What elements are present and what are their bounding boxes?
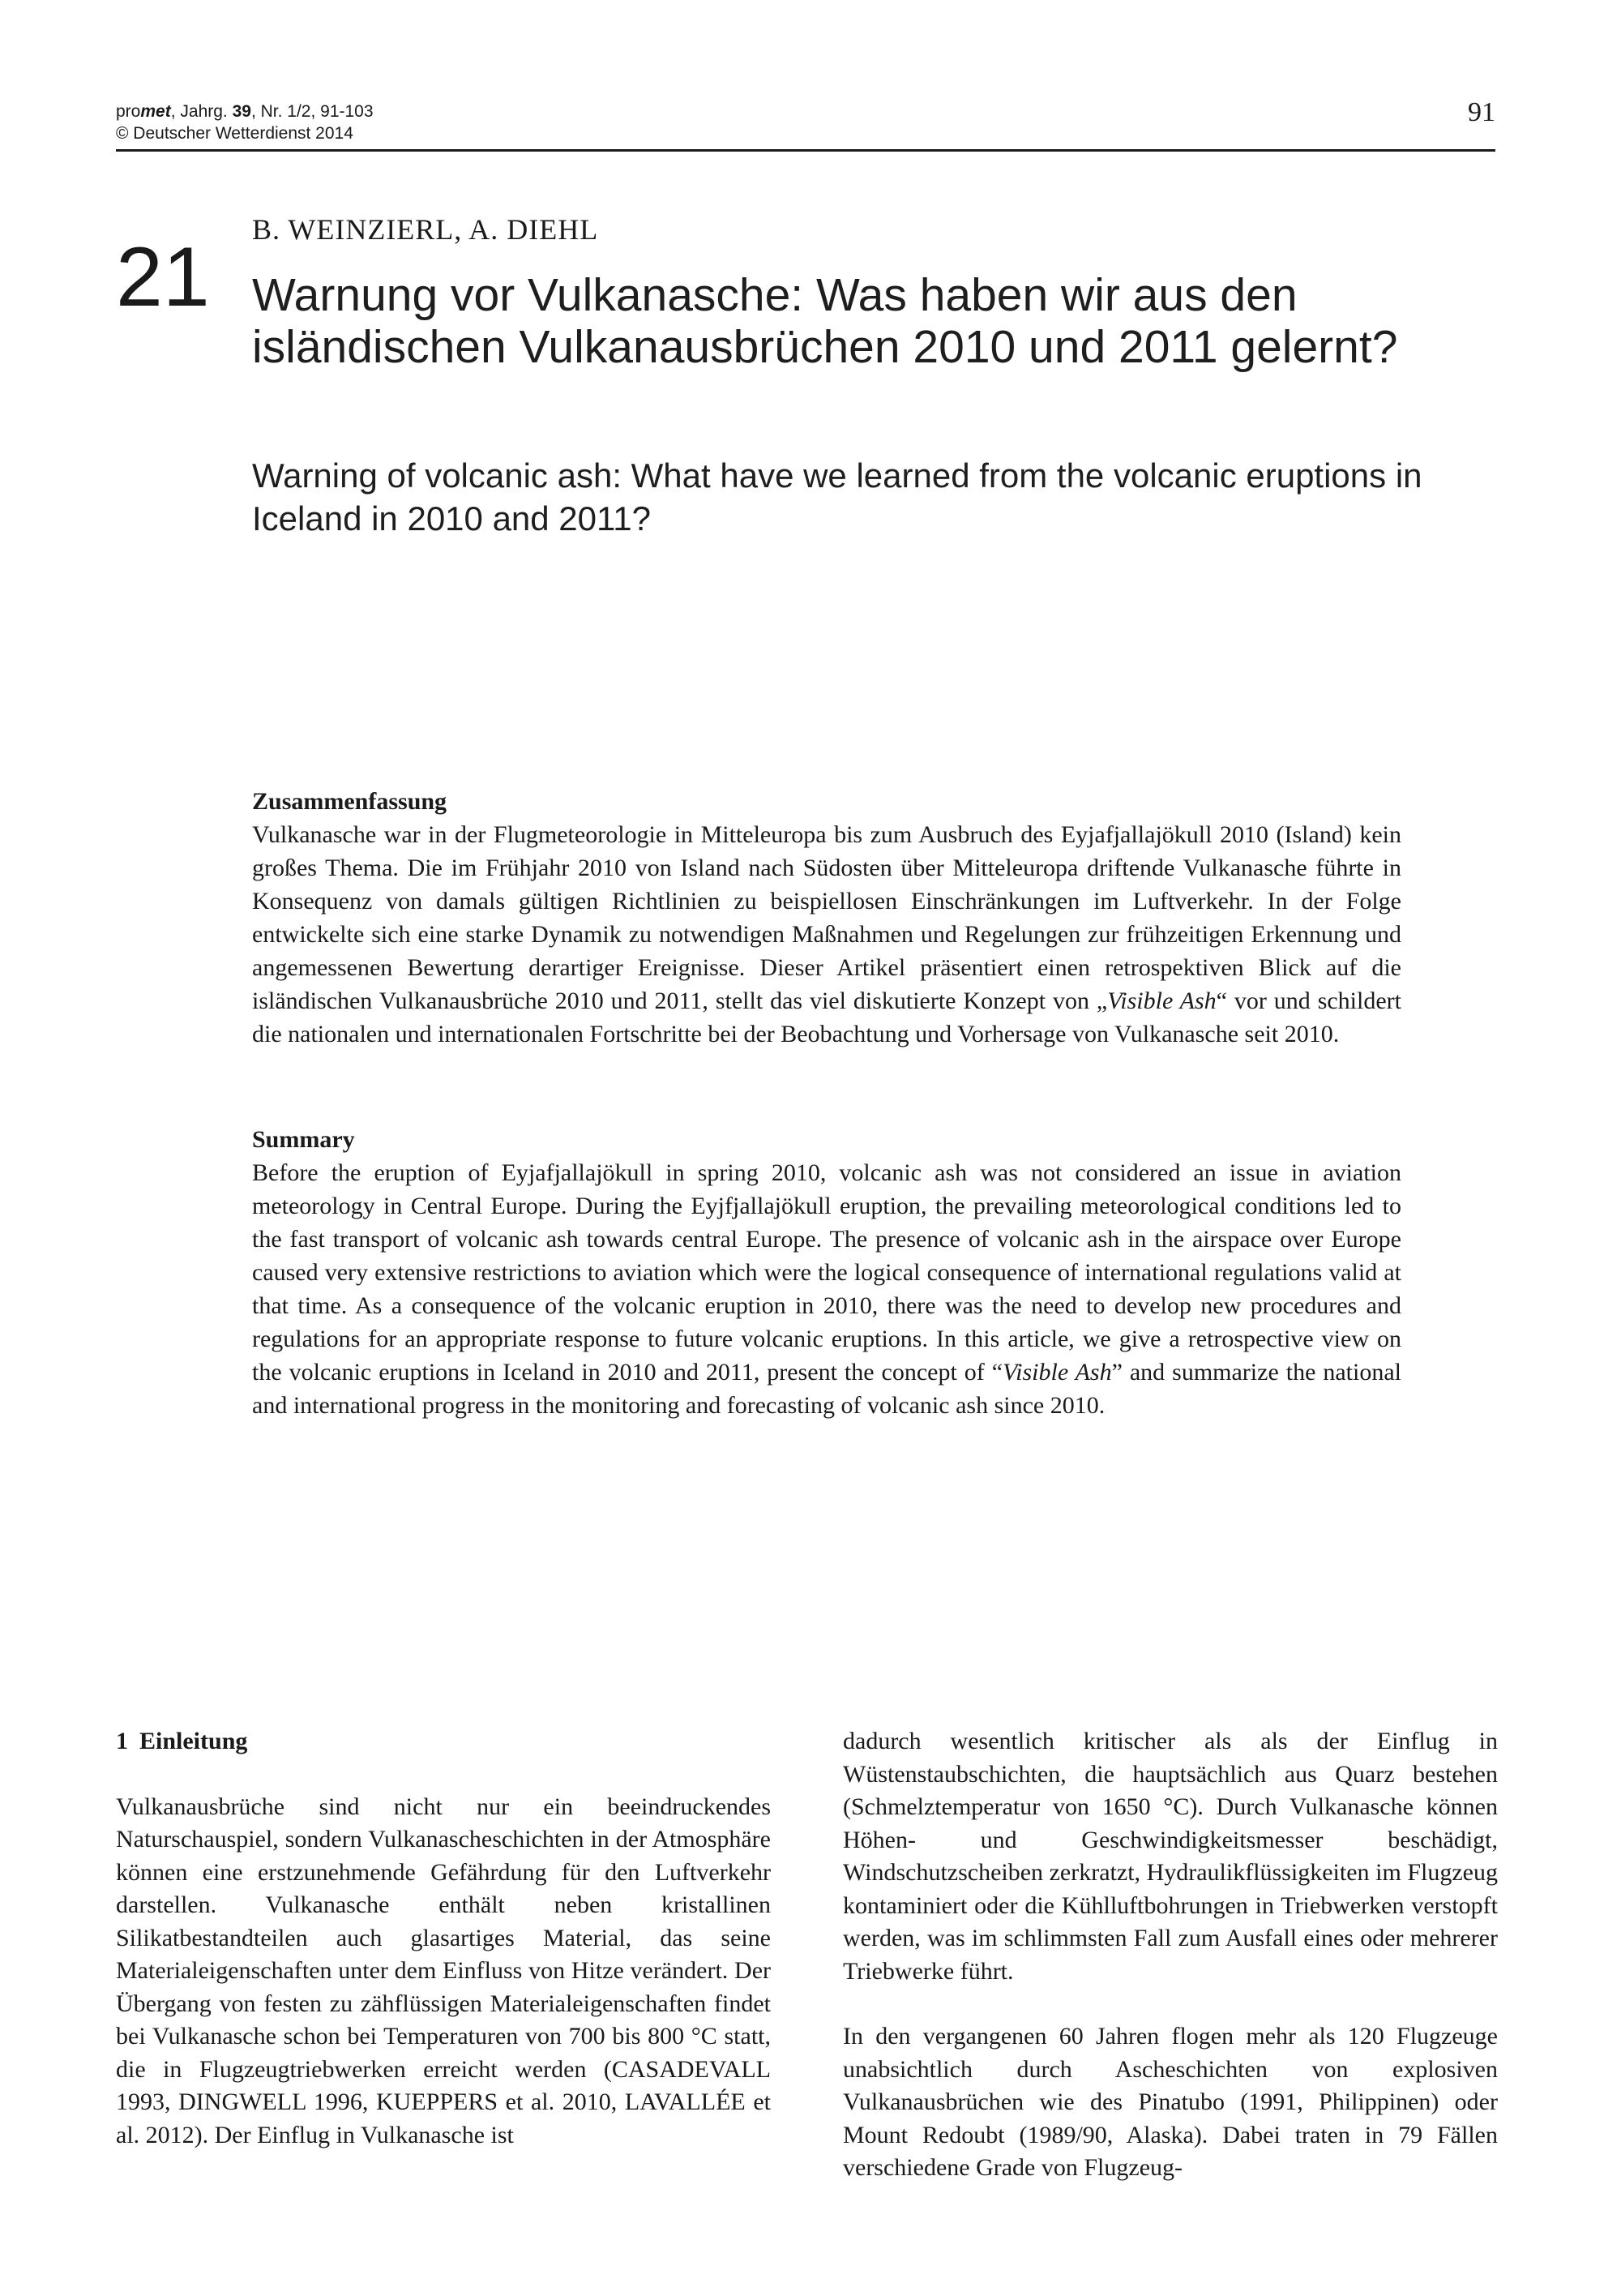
page-number: 91 [1468, 97, 1495, 127]
column-right [843, 1725, 1498, 2185]
zusammenfassung [252, 785, 1401, 1051]
column-left [116, 1725, 771, 2152]
header-rule [116, 149, 1495, 152]
journal-citation: promet, Jahrg. 39, Nr. 1/2, 91-103 [116, 102, 374, 121]
zusammenfassung-heading: Zusammenfassung [252, 788, 447, 815]
summary-text: Before the eruption of Eyjafjallajökull in spring 2010, volcanic ash was not considered an issue in aviation meteorology in Central Europe. During the Eyjfjallajökull eruption, the prevailing meteorological conditions led to the fast transport of volcanic ash towards central Europe. The presence of volcanic ash in the airspace over Europe caused very extensive restrictions to aviation which were the logical consequence of international regulations valid at that time. As a consequence of the volcanic eruption in 2010, there was the need to develop new procedures and regulations for an appropriate response to future volcanic eruptions. In this article, we give a retrospective view on the volcanic eruptions in Iceland in 2010 and 2011, present the concept of “Visible Ash” and summarize the national and international progress in the monitoring and forecasting of volcanic ash since 2010. [252, 1159, 1401, 1419]
summary [252, 1123, 1401, 1422]
running-header [116, 101, 374, 144]
title-english: Warning of volcanic ash: What have we learned from the volcanic eruptions in Iceland in 2010 and 2011? [252, 456, 1422, 538]
summary-heading: Summary [252, 1126, 355, 1153]
copyright-line: © Deutscher Wetterdienst 2014 [116, 124, 353, 143]
authors: B. WEINZIERL, A. DIEHL [252, 213, 599, 246]
article-number: 21 [116, 230, 210, 324]
body-paragraph: Vulkanausbrüche sind nicht nur ein beeindruckendes Naturschauspiel, sondern Vulkanascheschichten in der Atmosphäre können eine erstzunehmende Gefährdung für den Luftverkehr darstellen. Vulkanasche enthält neben kristallinen Silikatbestandteilen auch glasartiges Material, das seine Materialeigenschaften unter dem Einfluss von Hitze verändert. Der Übergang von festen zu zähflüssigen Materialeigenschaften findet bei Vulkanasche schon bei Temperaturen von 700 bis 800 °C statt, die in Flugzeugtriebwerken erreicht werden (CASADEVALL 1993, DINGWELL 1996, KUEPPERS et al. 2010, LAVALLÉE et al. 2012). Der Einflug in Vulkanasche ist [116, 1793, 771, 2148]
title-german: Warnung vor Vulkanasche: Was haben wir aus den isländischen Vulkanausbrüchen 2010 und 2011 gelernt? [252, 269, 1398, 373]
body-paragraph: In den vergangenen 60 Jahren flogen mehr als 120 Flugzeuge unabsichtlich durch Ascheschichten von explosiven Vulkanausbrüchen wie des Pinatubo (1991, Philippinen) oder Mount Redoubt (1989/90, Alaska). Dabei traten in 79 Fällen verschiedene Grade von Flugzeug- [843, 2023, 1498, 2181]
zusammenfassung-text: Vulkanasche war in der Flugmeteorologie in Mitteleuropa bis zum Ausbruch des Eyjafjallajökull 2010 (Island) kein großes Thema. Die im Frühjahr 2010 von Island nach Südosten über Mitteleuropa driftende Vulkanasche führte in Konsequenz von damals gültigen Richtlinien zu beispiellosen Einschränkungen im Luftverkehr. In der Folge entwickelte sich eine starke Dynamik zu notwendigen Maßnahmen und Regelungen zur frühzeitigen Erkennung und angemessenen Bewertung derartiger Ereignisse. Dieser Artikel präsentiert einen retrospektiven Blick auf die isländischen Vulkanausbrüche 2010 und 2011, stellt das viel diskutierte Konzept von „Visible Ash“ vor und schildert die nationalen und internationalen Fortschritte bei der Beobachtung und Vorhersage von Vulkanasche seit 2010. [252, 821, 1401, 1047]
section-heading: 1 Einleitung [116, 1728, 248, 1754]
body-paragraph: dadurch wesentlich kritischer als als der Einflug in Wüstenstaubschichten, die hauptsächlich aus Quarz bestehen (Schmelztemperatur von 1650 °C). Durch Vulkanasche können Höhen- und Geschwindigkeitsmesser beschädigt, Windschutzscheiben zerkratzt, Hydraulikflüssigkeiten im Flugzeug kontaminiert oder die Kühlluftbohrungen in Triebwerken verstopft werden, was im schlimmsten Fall zum Ausfall eines oder mehrerer Triebwerke führt. [843, 1728, 1498, 1985]
